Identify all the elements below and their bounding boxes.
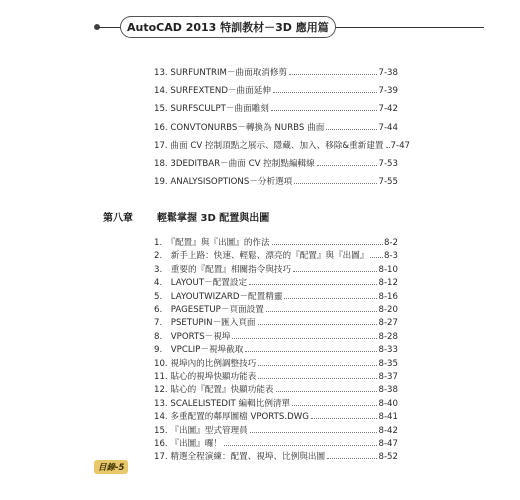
toc-entry-page: 7-55 xyxy=(378,177,398,188)
toc-entry-title: 10. 視埠內的比例調整技巧 xyxy=(154,358,257,369)
toc-entry xyxy=(154,173,398,187)
toc-entry-page: 8-41 xyxy=(378,412,398,423)
toc-entry xyxy=(154,82,398,96)
dot-leader xyxy=(386,147,390,148)
toc-entry-page: 8-40 xyxy=(378,398,398,409)
toc-entry xyxy=(154,435,398,449)
toc-entry-title: 14. 多重配置的鄰厚圖檔 VPORTS.DWG xyxy=(154,412,309,423)
toc-entry-page: 7-39 xyxy=(378,86,398,97)
toc-entry-title: 16. CONVTONURBS－轉換為 NURBS 曲面 xyxy=(154,122,325,133)
dot-leader xyxy=(289,74,377,75)
toc-entry xyxy=(154,408,398,422)
toc-entry-title: 9. VPCLIP－視埠截取 xyxy=(154,345,244,356)
dot-leader xyxy=(294,183,377,184)
toc-entry-page: 8-3 xyxy=(383,251,398,262)
toc-entry-title: 13. SCALELISTEDIT 編輯比例清單 xyxy=(154,398,291,409)
toc-entry xyxy=(154,64,398,78)
toc-entry-page: 8-38 xyxy=(378,385,398,396)
dot-leader xyxy=(224,445,378,446)
toc-entry-page: 8-35 xyxy=(378,358,398,369)
dot-leader xyxy=(272,244,383,245)
dot-leader xyxy=(271,110,378,111)
toc-entry xyxy=(154,328,398,342)
toc-entry-title: 4. LAYOUT－配置設定 xyxy=(154,278,248,289)
dot-leader xyxy=(284,298,377,299)
toc-entry xyxy=(154,341,398,355)
toc-entry-title: 14. SURFEXTEND－曲面延伸 xyxy=(154,86,271,97)
toc-entry-page: 8-16 xyxy=(378,291,398,302)
dot-leader xyxy=(266,311,378,312)
toc-entry-title: 12. 貼心的『配置』快顯功能表 xyxy=(154,385,274,396)
toc-entry-title: 18. 3DEDITBAR－曲面 CV 控制點編輯線 xyxy=(154,159,315,169)
toc-entry-title: 15. SURFSCULPT－曲面雕刻 xyxy=(154,104,269,115)
dot-leader xyxy=(250,432,378,433)
toc-entry-title: 15. 『出圖』型式管理員 xyxy=(154,425,248,436)
toc-entry-page: 8-52 xyxy=(378,452,398,463)
toc-entry xyxy=(154,100,398,114)
toc-entry-title: 5. LAYOUTWIZARD－配置精靈 xyxy=(154,291,283,302)
toc-entry xyxy=(154,247,398,261)
toc-entry-title: 3. 重要的『配置』相關指令與技巧 xyxy=(154,264,292,275)
dot-leader xyxy=(232,338,377,339)
toc-entry xyxy=(154,261,398,275)
toc-entry xyxy=(154,119,398,133)
dot-leader xyxy=(245,351,377,352)
dot-leader xyxy=(326,129,377,130)
toc-entry-title: 13. SURFUNTRIM－曲面取消修剪 xyxy=(154,68,288,78)
dot-leader xyxy=(258,365,377,366)
chapter-number: 第八章 xyxy=(103,213,133,224)
dot-leader xyxy=(293,271,377,272)
toc-entry-page: 7-44 xyxy=(378,122,398,133)
toc-entry-page: 7-42 xyxy=(378,104,398,115)
toc-entry xyxy=(154,234,398,248)
toc-entry xyxy=(154,355,398,369)
dot-leader xyxy=(327,458,377,459)
running-header xyxy=(120,16,336,38)
toc-entry-title: 2. 新手上路：快速、輕鬆、漂亮的『配置』與『出圖』 xyxy=(154,251,369,262)
page-number-tab xyxy=(94,460,128,474)
toc-entry xyxy=(154,314,398,328)
toc-entry-page: 7-53 xyxy=(378,159,398,169)
toc-entry xyxy=(154,274,398,288)
toc-entry-page: 8-28 xyxy=(378,331,398,342)
toc-entry xyxy=(154,395,398,409)
toc-entry-page: 8-20 xyxy=(378,305,398,315)
toc-entry xyxy=(154,422,398,436)
toc-entry xyxy=(154,448,398,462)
toc-entry xyxy=(154,368,398,382)
toc-entry xyxy=(154,155,398,169)
toc-entry xyxy=(154,301,398,315)
dot-leader xyxy=(249,284,377,285)
toc-entry-title: 16. 『出圖』囉！ xyxy=(154,439,222,449)
toc-entry-page: 7-38 xyxy=(378,68,398,78)
toc-entry-title: 7. PSETUPIN－匯入頁面 xyxy=(154,318,256,329)
dot-leader xyxy=(273,92,378,93)
page-number-label: 目錄-5 xyxy=(98,463,125,473)
toc-entry-page: 8-42 xyxy=(378,425,398,436)
dot-leader xyxy=(311,418,378,419)
toc-entry-page: 7-47 xyxy=(390,140,411,151)
running-header-title: AutoCAD 2013 特訓教材－3D 應用篇 xyxy=(127,21,329,34)
toc-entry-title: 17. 精選全程演練：配置、視埠、比例與出圖 xyxy=(154,452,326,463)
dot-leader xyxy=(370,257,383,258)
chapter-title: 輕鬆掌握 3D 配置與出圖 xyxy=(157,213,270,224)
toc-entry-page: 8-47 xyxy=(378,439,398,449)
toc-entry-title: 11. 貼心的視埠快顯功能表 xyxy=(154,372,257,382)
chapter-heading xyxy=(101,208,269,225)
dot-leader xyxy=(258,378,377,379)
dot-leader xyxy=(317,165,378,166)
toc-entry-page: 8-37 xyxy=(378,372,398,382)
toc-entry-page: 8-10 xyxy=(378,264,398,275)
dot-leader xyxy=(276,391,378,392)
toc-entry-title: 1. 『配置』與『出圖』的作法 xyxy=(154,238,270,248)
toc-entry-title: 17. 曲面 CV 控制頂點之展示、隱藏、加入、移除&重新建置 xyxy=(154,140,384,151)
toc-entry xyxy=(154,288,398,302)
toc-entry-title: 6. PAGESETUP－頁面設置 xyxy=(154,305,264,315)
dot-leader xyxy=(258,324,378,325)
toc-entry xyxy=(154,137,411,151)
dot-leader xyxy=(292,405,377,406)
toc-entry-page: 8-12 xyxy=(378,278,398,289)
toc-entry xyxy=(154,381,398,395)
toc-entry-title: 19. ANALYSISOPTIONS－分析選項 xyxy=(154,177,293,188)
toc-entry-page: 8-27 xyxy=(378,318,398,329)
toc-entry-page: 8-2 xyxy=(383,238,398,248)
toc-entry-title: 8. VPORTS－視埠 xyxy=(154,331,231,342)
toc-entry-page: 8-33 xyxy=(378,345,398,356)
